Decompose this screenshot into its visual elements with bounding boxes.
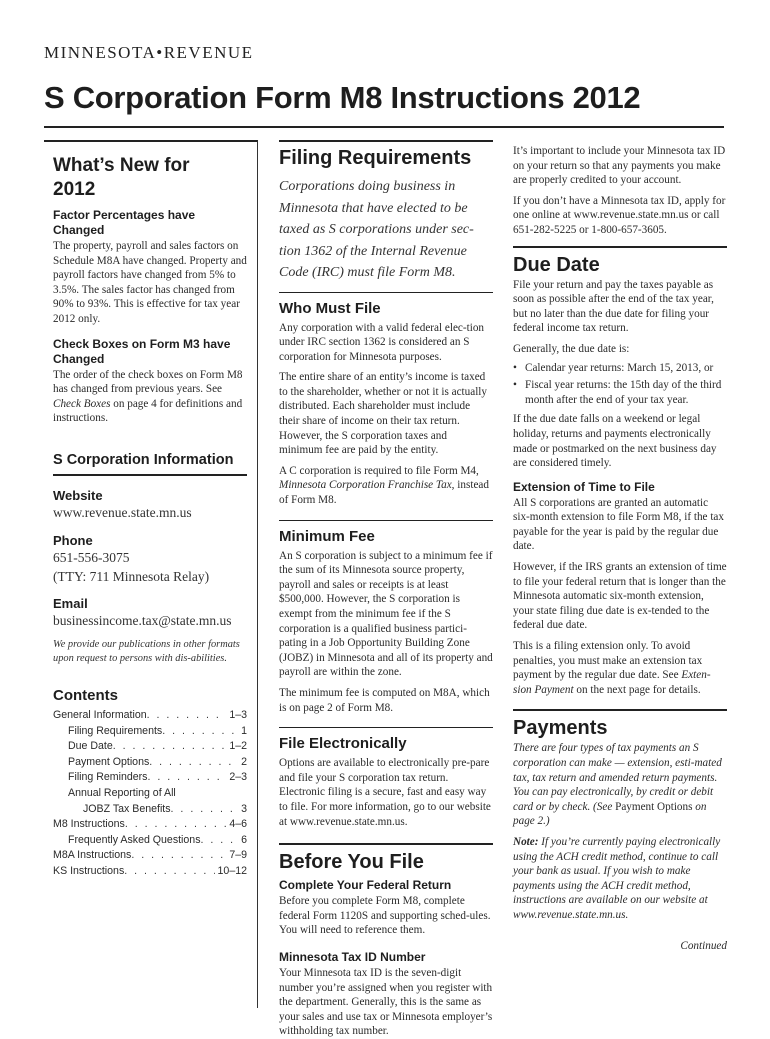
payments-heading: Payments	[513, 709, 727, 740]
contents-entry-leader	[131, 848, 226, 864]
page-title: S Corporation Form M8 Instructions 2012	[44, 80, 641, 115]
complete-federal-heading: Complete Your Federal Return	[279, 878, 452, 893]
contents-entry-leader	[201, 833, 239, 849]
factor-heading: Factor Percentages have Changed	[53, 208, 196, 237]
contents-entry	[53, 708, 247, 724]
contents-entry-label: Filing Requirements	[68, 724, 163, 737]
contents-entry-leader	[113, 739, 227, 755]
contents-entry-page: 1–2	[229, 740, 247, 753]
website-value: www.revenue.state.mn.us	[53, 504, 192, 520]
due-date-item-calendar: • Calendar year returns: March 15, 2013, or	[513, 361, 727, 376]
contents-entry-leader	[125, 817, 226, 833]
contents-entry-label: M8A Instructions	[53, 849, 132, 862]
phone-label: Phone	[53, 532, 93, 548]
contents-entry-leader	[149, 755, 238, 771]
email-label: Email	[53, 595, 88, 611]
file-electronically-p1: Options are available to electronically pre-pare and file your S corporation tax return. Electronic filing is a secure, fast and easy way to file. For more information, go to our website at www.revenue.state.mn.us.	[279, 757, 491, 828]
minimum-fee-heading: Minimum Fee	[279, 520, 493, 547]
tax-id-text: Your Minnesota tax ID is the seven-digit number you’re assigned when you register with the department. Generally, this is the same as your sales and use tax or Minnesota employer’s withholding tax number.	[279, 966, 493, 1038]
sidebar-panel	[44, 140, 258, 1008]
contents-entry-page: 1–3	[229, 708, 247, 721]
tax-id-p2: If you don’t have a Minnesota tax ID, apply for one online at www.revenue.state.mn.us or call 651-282-5225 or 1-800-657-3605.	[513, 194, 726, 236]
contents-entry	[53, 864, 247, 880]
contents-entry	[53, 848, 247, 864]
contents-entry-label: Annual Reporting of All	[68, 786, 176, 799]
contents-entry	[53, 786, 247, 802]
contents-entry-page: 6	[241, 833, 247, 846]
due-date-list	[513, 361, 727, 408]
due-date-item-fiscal: • Fiscal year returns: the 15th day of the third month after the end of your tax year.	[513, 378, 727, 407]
file-electronically-heading: File Electronically	[279, 727, 493, 754]
payments-p1: There are four types of tax payments an S corporation can make — extension, esti-mated tax, tax return and amended return payments. You can pay electronically, by credit or debit card or by check. (See Payment Options on page 2.)	[513, 742, 722, 828]
brand-logo: MINNESOTA•REVENUE	[44, 43, 254, 62]
due-date-p2: Generally, the due date is:	[513, 342, 630, 355]
email-value: businessincome.tax@state.mn.us	[53, 612, 232, 628]
contents-entry-label: JOBZ Tax Benefits	[83, 802, 171, 815]
contents-entry-leader	[162, 724, 238, 740]
contents-entry-label: Due Date	[68, 740, 113, 753]
contents-entry-label: KS Instructions	[53, 864, 125, 877]
formats-note: We provide our publications in other formats upon request to persons with dis-abilities.	[53, 638, 240, 664]
who-must-file-heading: Who Must File	[279, 292, 493, 319]
contents-entry-label: Payment Options	[68, 755, 150, 768]
contents-heading: Contents	[53, 686, 118, 704]
extension-heading: Extension of Time to File	[513, 479, 655, 494]
contents-entry-leader	[147, 770, 226, 786]
contents-entry	[53, 833, 247, 849]
continued-label: Continued	[680, 939, 727, 952]
phone-tty: (TTY: 711 Minnesota Relay)	[53, 568, 210, 584]
contents-entry-page: 1	[241, 724, 247, 737]
contents-entry-page: 3	[241, 802, 247, 815]
contents-entry-label: Frequently Asked Questions	[68, 833, 201, 846]
minimum-fee-p2: The minimum fee is computed on M8A, which is on page 2 of Form M8.	[279, 686, 490, 714]
checkbox-heading: Check Boxes on Form M3 have Changed	[53, 336, 231, 366]
contents-list	[53, 708, 247, 880]
who-must-file-p3: A C corporation is required to file Form M4, Minnesota Corporation Franchise Tax, instead of Form M8.	[279, 464, 489, 507]
contents-entry	[53, 755, 247, 771]
contents-entry	[53, 817, 247, 833]
contents-entry-label: General Information	[53, 708, 147, 721]
who-must-file-p2: The entire share of an entity’s income is taxed to the shareholder, whether or not it is actually distributed. Each shareholder must include their share of income on their tax return. However, the S corporation taxes and minimum fee are paid by the entity.	[279, 371, 488, 457]
info-heading: S Corporation Information	[53, 450, 247, 476]
filing-lead: Corporations doing business in Minnesota that have elected to be taxed as S corporations under sec-tion 1362 of the Internal Revenue Code (IRC) must file Form M8.	[279, 179, 474, 280]
whats-new-heading: What’s New for 2012	[53, 155, 190, 200]
contents-entry-page: 10–12	[217, 864, 247, 877]
filing-requirements-heading: Filing Requirements	[279, 140, 493, 174]
factor-text: The property, payroll and sales factors on Schedule M8A have changed. Property and payroll factors have changed from 5% to 3.5%. The sales factor has changed from 90% to 93%. This is effective for tax year 2012 only.	[53, 240, 247, 325]
extension-p1: All S corporations are granted an automatic six-month extension to file Form M8, if the tax payable for the year is paid by the regular due date.	[513, 496, 724, 553]
payments-note: Note: If you’re currently paying electronically using the ACH credit method, continue to call your bank as usual. If you wish to make payments using the ACH credit method, instructions are available on our website at www.revenue.state.mn.us.	[513, 835, 721, 921]
contents-entry	[53, 802, 247, 818]
tax-id-p1: It’s important to include your Minnesota tax ID on your return so that any payments you make are properly credited to your account.	[513, 145, 726, 187]
phone-value: 651-556-3075	[53, 549, 130, 565]
contents-entry-leader	[171, 802, 239, 818]
website-label: Website	[53, 487, 103, 503]
contents-entry-page: 2	[241, 755, 247, 768]
complete-federal-text: Before you complete Form M8, complete federal Form 1120S and supporting sched-ules. You will need to reference them.	[279, 895, 491, 937]
due-date-p3: If the due date falls on a weekend or legal holiday, returns and payments electronically made or postmarked on the next business day are considered timely.	[513, 413, 717, 470]
due-date-heading: Due Date	[513, 246, 727, 277]
right-column	[513, 140, 727, 953]
title-divider	[44, 126, 724, 128]
tax-id-heading: Minnesota Tax ID Number	[279, 949, 426, 964]
extension-p3: This is a filing extension only. To avoid penalties, you must make an extension tax payment by the regular due date. See Exten-sion Payment on the next page for details.	[513, 640, 711, 696]
extension-p2: However, if the IRS grants an extension of time to file your federal return that is longer than the Minnesota automatic six-month extension, your state filing due date is ex-tended to the federal due date.	[513, 561, 727, 632]
contents-entry-label: Filing Reminders	[68, 771, 148, 784]
contents-entry-page: 7–9	[229, 849, 247, 862]
contents-entry-leader	[124, 864, 214, 880]
contents-entry-leader	[147, 708, 227, 724]
before-you-file-heading: Before You File	[279, 843, 493, 874]
checkbox-text: The order of the check boxes on Form M8 has changed from previous years. See Check Boxes on page 4 for definitions and instructions.	[53, 368, 243, 425]
contents-entry-page: 4–6	[229, 818, 247, 831]
who-must-file-p1: Any corporation with a valid federal elec-tion under IRC section 1362 is considered an S corporation for Minnesota purposes.	[279, 321, 485, 363]
contents-entry	[53, 724, 247, 740]
due-date-p1: File your return and pay the taxes payable as soon as possible after the end of the tax year, but no later than the due date for filing your federal income tax return.	[513, 278, 714, 335]
contents-entry	[53, 770, 247, 786]
middle-column	[279, 140, 493, 1039]
contents-entry-label: M8 Instructions	[53, 818, 125, 831]
minimum-fee-p1: An S corporation is subject to a minimum fee if the sum of its Minnesota source property, payroll and sales or receipts is at least $500,000. However, the S corporation is exempt from the minimum fee if the S corporation is a qualified business partici-pating in a Job Opportunity Building Zone (JOBZ) in Minnesota and all of its property and payroll are within the zone.	[279, 549, 493, 679]
contents-entry-page: 2–3	[229, 771, 247, 784]
contents-entry	[53, 739, 247, 755]
